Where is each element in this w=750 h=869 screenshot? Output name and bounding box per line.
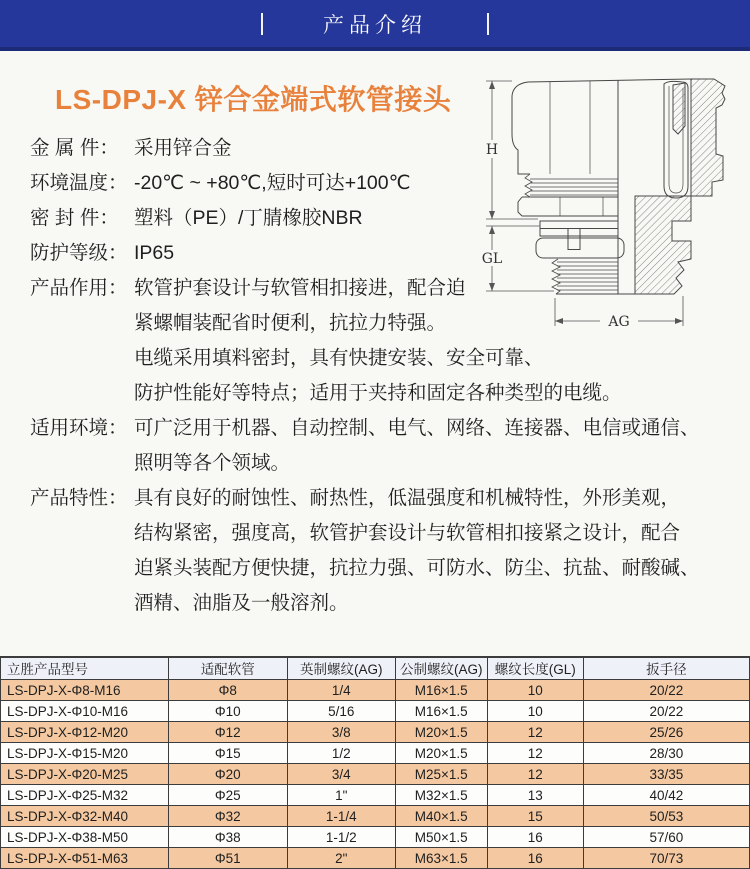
- spec-text-line: 塑料（PE）/丁腈橡胶NBR: [134, 207, 363, 229]
- cell-model: LS-DPJ-X-Φ51-M63: [1, 848, 169, 869]
- spec-text-line: 软管护套设计与软管相扣接进，配合迫: [134, 277, 466, 299]
- cell-thread-length: 15: [487, 806, 583, 827]
- cell-metric-thread: M25×1.5: [395, 764, 487, 785]
- spec-text-line: 可广泛用于机器、自动控制、电气、网络、连接器、电信或通信、: [134, 417, 700, 439]
- spec-text-line: 电缆采用填料密封，具有快捷安装、安全可靠、: [134, 347, 544, 369]
- cell-hose: Φ20: [168, 764, 287, 785]
- spec-text-line: 具有良好的耐蚀性、耐热性，低温强度和机械特性，外形美观，: [134, 487, 681, 509]
- cell-model: LS-DPJ-X-Φ38-M50: [1, 827, 169, 848]
- cell-inch-thread: 1-1/2: [287, 827, 395, 848]
- table-row: [1, 785, 750, 806]
- spec-text-line: 结构紧密，强度高，软管护套设计与软管相扣接紧之设计，配合: [134, 522, 681, 544]
- spec-text: [134, 411, 700, 481]
- cell-wrench-size: 57/60: [583, 827, 749, 848]
- cell-metric-thread: M16×1.5: [395, 680, 487, 701]
- spec-label: 产品特性：: [30, 487, 128, 509]
- cell-model: LS-DPJ-X-Φ15-M20: [1, 743, 169, 764]
- table-row: [1, 722, 750, 743]
- col-header-inch-thread: 英制螺纹(AG): [287, 657, 395, 680]
- cell-metric-thread: M63×1.5: [395, 848, 487, 869]
- banner-right-bar: |: [485, 9, 491, 35]
- cell-wrench-size: 20/22: [583, 701, 749, 722]
- spec-text: [134, 166, 411, 201]
- cell-inch-thread: 1": [287, 785, 395, 806]
- banner-title: 产品介绍: [323, 13, 427, 37]
- cell-model: LS-DPJ-X-Φ8-M16: [1, 680, 169, 701]
- spec-text: [134, 271, 622, 411]
- cell-inch-thread: 3/8: [287, 722, 395, 743]
- cell-metric-thread: M16×1.5: [395, 701, 487, 722]
- spec-text: [134, 481, 700, 621]
- cell-wrench-size: 40/42: [583, 785, 749, 806]
- cell-model: LS-DPJ-X-Φ10-M16: [1, 701, 169, 722]
- col-header-model: 立胜产品型号: [1, 657, 169, 680]
- spec-text-line: 防护性能好等特点；适用于夹持和固定各种类型的电缆。: [134, 382, 622, 404]
- col-header-thread-length: 螺纹长度(GL): [487, 657, 583, 680]
- cell-metric-thread: M40×1.5: [395, 806, 487, 827]
- dim-label-gl: GL: [481, 251, 503, 267]
- cell-hose: Φ8: [168, 680, 287, 701]
- cell-thread-length: 12: [487, 722, 583, 743]
- dim-label-ag: AG: [608, 314, 630, 330]
- dim-label-h: H: [485, 142, 499, 158]
- cell-thread-length: 16: [487, 848, 583, 869]
- spec-text: [134, 236, 174, 271]
- spec-text-line: 照明等各个领域。: [134, 452, 291, 474]
- spec-row: [30, 166, 750, 201]
- table-row: [1, 848, 750, 869]
- cell-hose: Φ15: [168, 743, 287, 764]
- spec-label: 防护等级：: [30, 242, 128, 264]
- cell-hose: Φ51: [168, 848, 287, 869]
- product-specs: [30, 131, 750, 621]
- cell-inch-thread: 1-1/4: [287, 806, 395, 827]
- cell-wrench-size: 33/35: [583, 764, 749, 785]
- table-row: [1, 743, 750, 764]
- spec-row: [30, 236, 750, 271]
- cell-metric-thread: M50×1.5: [395, 827, 487, 848]
- cell-thread-length: 12: [487, 743, 583, 764]
- cell-thread-length: 13: [487, 785, 583, 806]
- cell-hose: Φ38: [168, 827, 287, 848]
- spec-row: [30, 411, 750, 481]
- cell-model: LS-DPJ-X-Φ25-M32: [1, 785, 169, 806]
- spec-text-line: 迫紧头装配方便快捷，抗拉力强、可防水、防尘、抗盐、耐酸碱、: [134, 557, 700, 579]
- cell-wrench-size: 20/22: [583, 680, 749, 701]
- table-row: [1, 806, 750, 827]
- table-row: [1, 764, 750, 785]
- col-header-hose: 适配软管: [168, 657, 287, 680]
- spec-label: 产品作用：: [30, 277, 128, 299]
- spec-row: [30, 131, 750, 166]
- spec-text-line: IP65: [134, 242, 175, 264]
- col-header-wrench-size: 扳手径: [583, 657, 749, 680]
- cell-inch-thread: 2": [287, 848, 395, 869]
- cell-hose: Φ12: [168, 722, 287, 743]
- cell-wrench-size: 70/73: [583, 848, 749, 869]
- spec-text-line: 紧螺帽装配省时便利，抗拉力特强。: [134, 312, 447, 334]
- cell-metric-thread: M20×1.5: [395, 722, 487, 743]
- cell-metric-thread: M20×1.5: [395, 743, 487, 764]
- product-title: LS-DPJ-X 锌合金端式软管接头: [55, 84, 452, 115]
- spec-text-line: -20℃ ~ +80℃,短时可达+100℃: [134, 172, 411, 194]
- cell-inch-thread: 3/4: [287, 764, 395, 785]
- col-header-metric-thread: 公制螺纹(AG): [395, 657, 487, 680]
- spec-label: 适用环境：: [30, 417, 128, 439]
- spec-text-line: 酒精、油脂及一般溶剂。: [134, 592, 349, 614]
- cell-hose: Φ10: [168, 701, 287, 722]
- cell-model: LS-DPJ-X-Φ12-M20: [1, 722, 169, 743]
- spec-row: [30, 481, 750, 621]
- cell-thread-length: 16: [487, 827, 583, 848]
- cell-hose: Φ32: [168, 806, 287, 827]
- spec-row: [30, 201, 750, 236]
- table-header-row: [1, 657, 750, 680]
- page-header-banner: [0, 0, 750, 51]
- cell-inch-thread: 1/4: [287, 680, 395, 701]
- spec-label: 环境温度：: [30, 172, 128, 194]
- cell-thread-length: 10: [487, 680, 583, 701]
- spec-row: [30, 271, 750, 411]
- cell-inch-thread: 1/2: [287, 743, 395, 764]
- cell-thread-length: 12: [487, 764, 583, 785]
- cell-hose: Φ25: [168, 785, 287, 806]
- table-row: [1, 827, 750, 848]
- cell-model: LS-DPJ-X-Φ32-M40: [1, 806, 169, 827]
- banner-left-bar: |: [259, 9, 265, 35]
- size-table: [0, 656, 750, 869]
- cell-metric-thread: M32×1.5: [395, 785, 487, 806]
- cell-wrench-size: 28/30: [583, 743, 749, 764]
- cell-wrench-size: 25/26: [583, 722, 749, 743]
- spec-label: 金 属 件：: [30, 137, 119, 159]
- cell-model: LS-DPJ-X-Φ20-M25: [1, 764, 169, 785]
- table-row: [1, 680, 750, 701]
- cell-wrench-size: 50/53: [583, 806, 749, 827]
- spec-text: [134, 201, 363, 236]
- spec-text-line: 采用锌合金: [134, 137, 232, 159]
- spec-label: 密 封 件：: [30, 207, 119, 229]
- table-row: [1, 701, 750, 722]
- cell-thread-length: 10: [487, 701, 583, 722]
- spec-text: [134, 131, 232, 166]
- cell-inch-thread: 5/16: [287, 701, 395, 722]
